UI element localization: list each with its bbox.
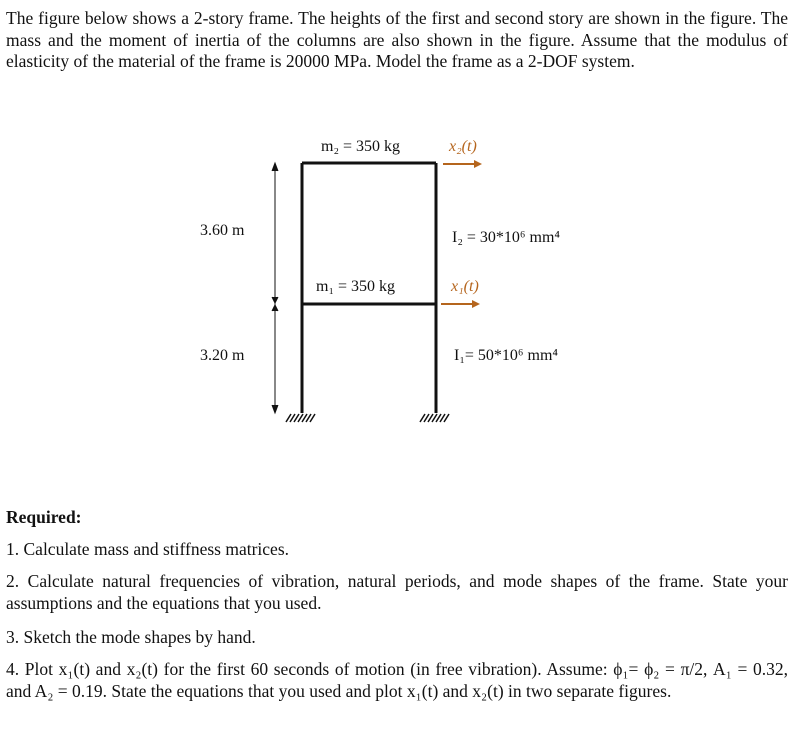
required-item-4: 4. Plot x₁(t) and x₂(t) for the first 60 seconds of motion (in free vibration). Assume: ϕ₁= ϕ₂ = π/2, A₁ = 0.32, and A₂ = 0.19. State the equations that you used and plot x₁(t) and x₂(t) in two separate figures. (6, 659, 788, 701)
dimension-line (272, 163, 278, 413)
required-item-3: 3. Sketch the mode shapes by hand. (6, 627, 256, 647)
x2-label: x₂(t) (449, 138, 477, 155)
I1-label: I₁= 50*10⁶ mm⁴ (454, 347, 558, 364)
m1-label: m₁ = 350 kg (316, 278, 396, 295)
fixed-support-right (420, 414, 449, 422)
fixed-support-left (286, 414, 315, 422)
required-item-2: 2. Calculate natural frequencies of vibration, natural periods, and mode shapes of the frame. State your assumptions and the equations that you used. (6, 571, 788, 613)
m2-label: m₂ = 350 kg (321, 138, 401, 155)
required-heading: Required: (6, 507, 82, 527)
x1-label: x₁(t) (451, 278, 479, 295)
required-item-1: 1. Calculate mass and stiffness matrices. (6, 539, 290, 559)
height-story2-label: 3.60 m (200, 222, 245, 239)
height-story1-label: 3.20 m (200, 347, 245, 364)
I2-label: I₂ = 30*10⁶ mm⁴ (452, 229, 560, 246)
intro-paragraph: The figure below shows a 2-story frame. The heights of the first and second story are shown in the figure. The mass and the moment of inertia of the columns are also shown in the figure. Assume that the modulus of elasticity of the material of the frame is 20000 MPa. Model the frame as a 2-DOF system. (6, 8, 788, 71)
